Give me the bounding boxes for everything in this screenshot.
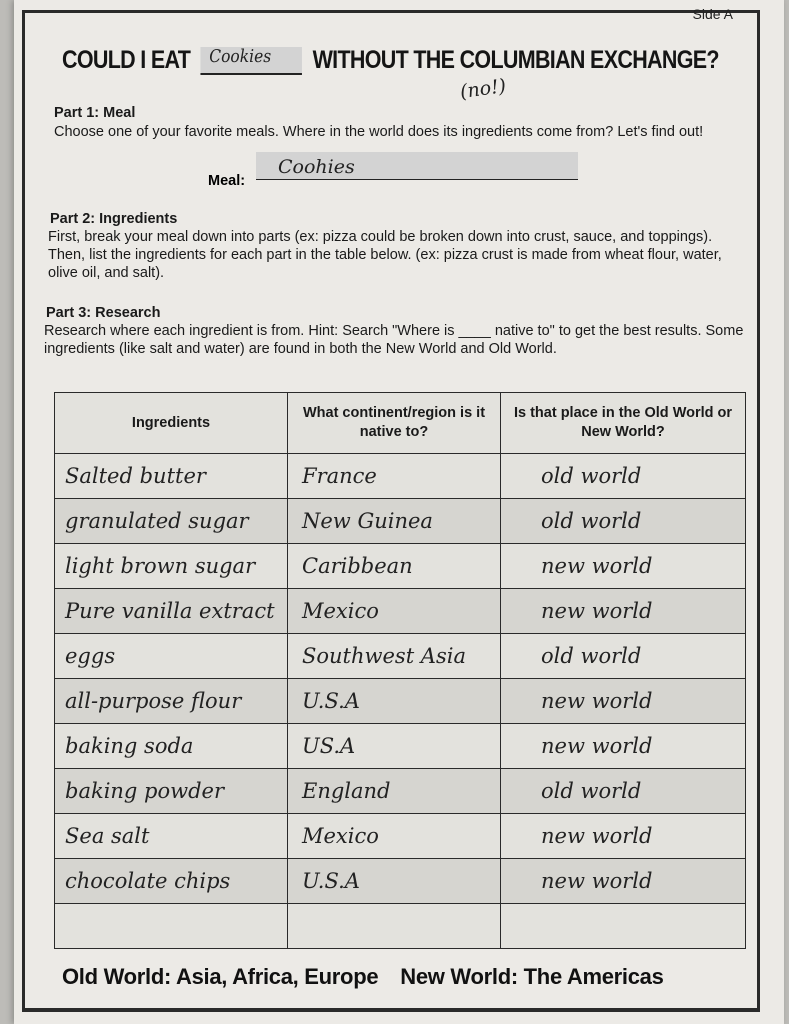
meal-value: Coohies (278, 156, 355, 178)
ingredient-cell: baking soda (55, 724, 288, 769)
region-cell (288, 904, 501, 949)
ingredient-cell: eggs (55, 634, 288, 679)
ingredient-cell: light brown sugar (55, 544, 288, 589)
table-row (55, 589, 746, 634)
title-prefix: COULD I EAT (62, 46, 191, 74)
table-row (55, 544, 746, 589)
part1-text: Choose one of your favorite meals. Where in the world does its ingredients come from? Let's find out! (54, 124, 704, 140)
region-cell: Southwest Asia (288, 634, 501, 679)
ingredient-cell: all-purpose flour (55, 679, 288, 724)
handwritten-note: (no!) (458, 74, 508, 104)
table-row (55, 859, 746, 904)
table-row (55, 499, 746, 544)
region-cell: England (288, 769, 501, 814)
world-cell (501, 904, 746, 949)
part2-text: First, break your meal down into parts (ex: pizza could be broken down into crust, sauce, and toppings). Then, list the ingredients for each part in the table below. (ex: pizza crust is made from wheat flour, water, olive oil, and salt). (48, 229, 722, 281)
ingredient-cell: Salted butter (55, 454, 288, 499)
region-cell: Mexico (288, 814, 501, 859)
table-row (55, 724, 746, 769)
header-world: Is that place in the Old World or New World? (501, 393, 746, 454)
region-cell: Caribbean (288, 544, 501, 589)
footer-key (62, 964, 664, 990)
part2-heading: Part 2: Ingredients (50, 211, 178, 227)
ingredients-table (54, 392, 746, 949)
world-cell: new world (501, 544, 746, 589)
title-suffix: WITHOUT THE COLUMBIAN EXCHANGE? (312, 46, 719, 74)
region-cell: U.S.A (288, 679, 501, 724)
meal-label: Meal: (208, 173, 246, 189)
ingredient-cell: Sea salt (55, 814, 288, 859)
table-row (55, 679, 746, 724)
meal-field (256, 152, 578, 180)
world-cell: new world (501, 724, 746, 769)
region-cell: Mexico (288, 589, 501, 634)
part3-heading: Part 3: Research (46, 305, 161, 321)
world-cell: old world (501, 454, 746, 499)
ingredient-cell: chocolate chips (55, 859, 288, 904)
ingredient-cell: baking powder (55, 769, 288, 814)
footer-new-world: New World: The Americas (400, 964, 664, 989)
world-cell: old world (501, 769, 746, 814)
region-cell: US.A (288, 724, 501, 769)
world-cell: old world (501, 634, 746, 679)
world-cell: new world (501, 679, 746, 724)
ingredient-cell: granulated sugar (55, 499, 288, 544)
table-row (55, 814, 746, 859)
world-cell: new world (501, 814, 746, 859)
table-row (55, 904, 746, 949)
table-row (55, 454, 746, 499)
region-cell: France (288, 454, 501, 499)
header-region: What continent/region is it native to? (288, 393, 501, 454)
region-cell: U.S.A (288, 859, 501, 904)
table-row (55, 769, 746, 814)
world-cell: old world (501, 499, 746, 544)
footer-old-world: Old World: Asia, Africa, Europe (62, 964, 379, 989)
title-answer-blank (201, 47, 302, 75)
part3-text: Research where each ingredient is from. Hint: Search "Where is ____ native to" to get the best results. Some ingredients (like salt and water) are found in both the New World and Old World. (44, 323, 744, 357)
table-row (55, 634, 746, 679)
world-cell: new world (501, 589, 746, 634)
ingredient-cell: Pure vanilla extract (55, 589, 288, 634)
header-ingredients: Ingredients (55, 393, 288, 454)
side-label: Side A (692, 6, 733, 22)
world-cell: new world (501, 859, 746, 904)
worksheet-title (62, 46, 719, 75)
ingredient-cell (55, 904, 288, 949)
title-answer: Cookies (209, 46, 272, 67)
part1-heading: Part 1: Meal (54, 105, 136, 121)
region-cell: New Guinea (288, 499, 501, 544)
